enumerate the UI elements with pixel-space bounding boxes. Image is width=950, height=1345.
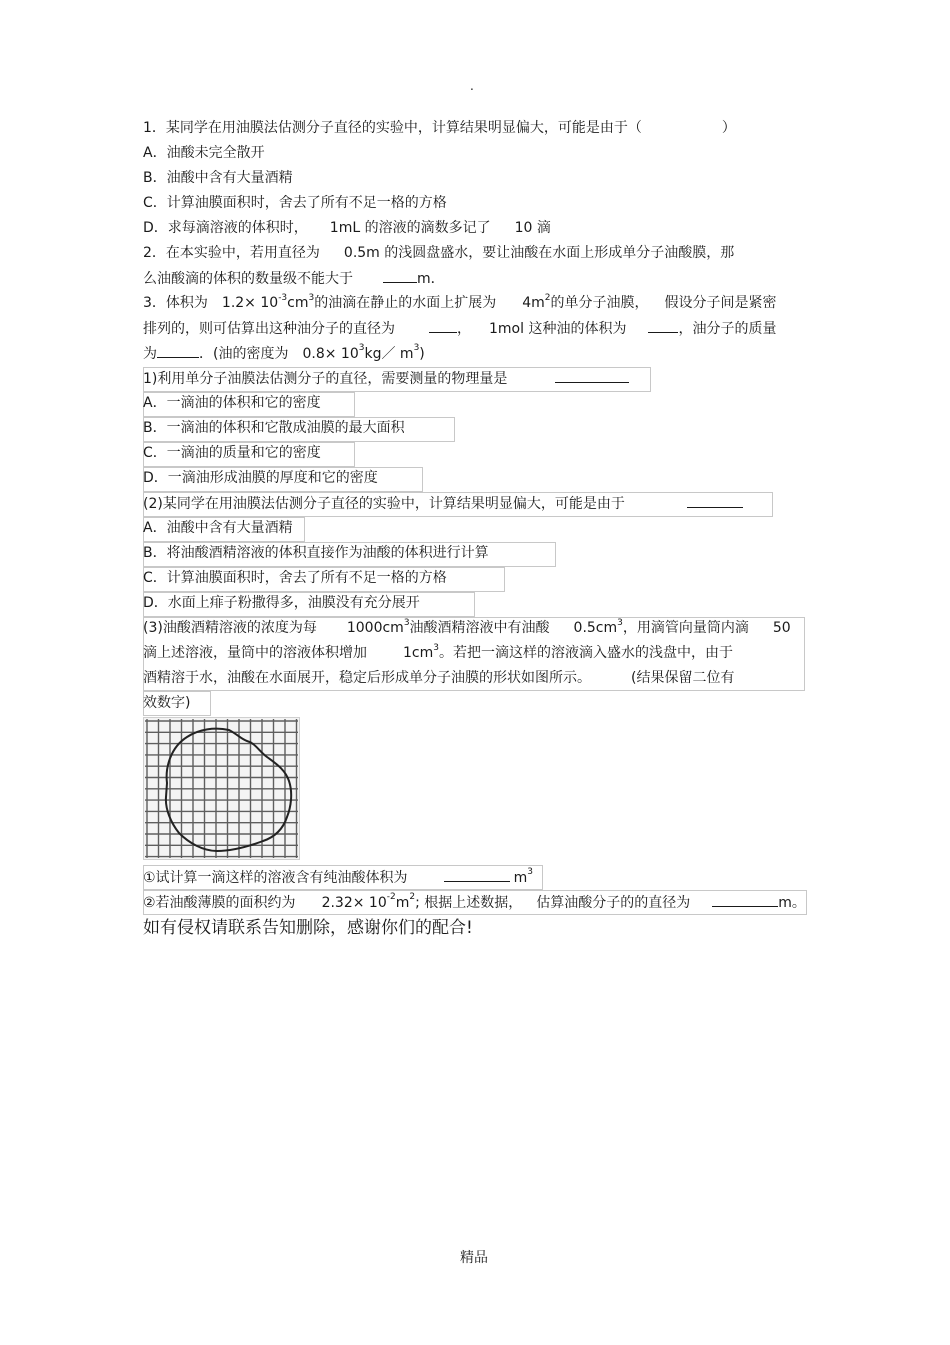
answer-blank (429, 318, 457, 333)
answer-blank (687, 493, 743, 508)
p2-stem: (2)某同学在用油膜法估测分子直径的实验中，计算结果明显偏大，可能是由于 (143, 493, 743, 514)
p3-line-4: 效数字) (143, 695, 191, 711)
q1-stem: 1．某同学在用油膜法估测分子直径的实验中，计算结果明显偏大，可能是由于（ ） (143, 120, 736, 136)
p2-option-c: C．计算油膜面积时，舍去了所有不足一格的方格 (143, 570, 447, 586)
p3-sub-1: ①试计算一滴这样的溶液含有纯油酸体积为 $m^3$ (143, 867, 533, 886)
answer-blank (712, 892, 778, 907)
p1-stem: 1)利用单分子油膜法估测分子的直径，需要测量的物理量是 (143, 368, 629, 389)
answer-blank (555, 368, 629, 383)
q1-option-c: C．计算油膜面积时，舍去了所有不足一格的方格 (143, 195, 447, 211)
answer-blank (157, 343, 199, 358)
q1-option-a: A．油酸未完全散开 (143, 145, 265, 161)
q1-option-b: B．油酸中含有大量酒精 (143, 170, 293, 186)
q3-line-1: 3．体积为 $1.2\times 10^{-3}cm^3$的油滴在静止的水面上扩展为 $4m^2$的单分子油膜， 假设分子间是紧密 (143, 293, 777, 311)
p3-line-1: (3)油酸酒精溶液的浓度为每 $1000cm^3$油酸酒精溶液中有油酸 $0.5cm^3$，用滴管向量筒内滴 50 (143, 618, 791, 636)
p3-line-2: 滴上述溶液，量筒中的溶液体积增加 $1cm^3$。若把一滴这样的溶液滴入盛水的浅盘中，由于 (143, 643, 733, 661)
oil-film-grid-figure (143, 717, 300, 860)
p1-option-b: B．一滴油的体积和它散成油膜的最大面积 (143, 420, 405, 436)
p3-line-3: 酒精溶于水，油酸在水面展开，稳定后形成单分子油膜的形状如图所示。 (结果保留二位有 (143, 670, 735, 686)
answer-blank (648, 318, 678, 333)
p2-option-a: A．油酸中含有大量酒精 (143, 520, 293, 536)
p3-sub-2: ②若油酸薄膜的面积约为 $2.32\times 10^{-2}m^2$; 根据上述数据， 估算油酸分子的的直径为 m。 (143, 892, 806, 911)
copyright-notice: 如有侵权请联系告知删除，感谢你们的配合! (143, 918, 473, 938)
q3-line-2: 排列的，则可估算出这种油分子的直径为 ， 1mol 这种油的体积为 ，油分子的质量 (143, 318, 776, 339)
p2-option-d: D．水面上痱子粉撒得多，油膜没有充分展开 (143, 595, 420, 611)
answer-blank (444, 867, 510, 882)
footer-label: 精品 (460, 1250, 488, 1266)
q2-line-2: 么油酸滴的体积的数量级不能大于 m． (143, 268, 445, 289)
answer-blank (383, 268, 417, 283)
p1-option-c: C．一滴油的质量和它的密度 (143, 445, 321, 461)
q3-line-3: 为 ．(油的密度为 $0.8\times 10^3kg/$ $m^3$) (143, 343, 425, 362)
p1-option-a: A．一滴油的体积和它的密度 (143, 395, 321, 411)
p1-option-d: D．一滴油形成油膜的厚度和它的密度 (143, 470, 378, 486)
q2-line-1: 2．在本实验中，若用直径为 0.5m 的浅圆盘盛水，要让油酸在水面上形成单分子油酸膜，那 (143, 245, 735, 261)
p2-option-b: B．将油酸酒精溶液的体积直接作为油酸的体积进行计算 (143, 545, 489, 561)
q1-option-d: D．求每滴溶液的体积时， 1mL 的溶液的滴数多记了 10 滴 (143, 220, 551, 236)
header-dot: . (470, 79, 474, 93)
